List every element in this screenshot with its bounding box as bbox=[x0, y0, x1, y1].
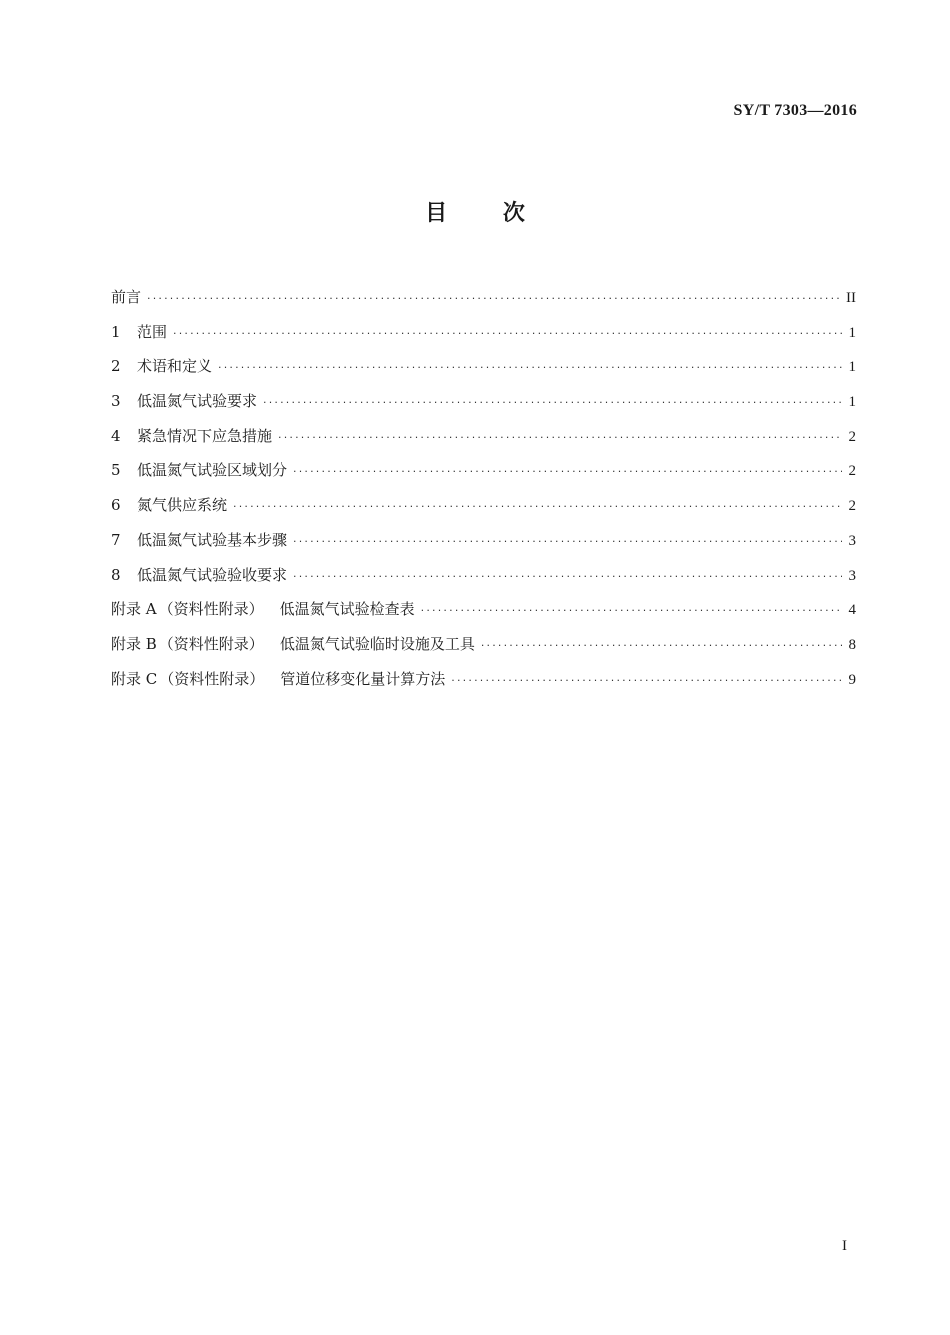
toc-entry-text: 低温氮气试验临时设施及工具 bbox=[279, 634, 475, 653]
toc-leader-dots bbox=[173, 323, 842, 345]
toc-entry-label bbox=[111, 668, 451, 690]
toc-entry-text: 前言 bbox=[111, 288, 142, 306]
toc-entry-number: 7 bbox=[111, 530, 121, 549]
toc-entry-appendix-b[interactable] bbox=[111, 633, 856, 668]
toc-entry-text: 低温氮气试验检查表 bbox=[279, 600, 415, 619]
toc-entry-number: 6 bbox=[111, 496, 121, 515]
toc-entry-label bbox=[111, 425, 278, 447]
toc-entry-8[interactable] bbox=[111, 564, 856, 599]
toc-entry-label bbox=[111, 598, 421, 620]
toc-leader-dots bbox=[218, 357, 842, 379]
toc-page-number: 3 bbox=[848, 567, 856, 584]
toc-entry-number: 附录 C bbox=[111, 669, 158, 688]
document-code: SY/T 7303—2016 bbox=[733, 102, 857, 119]
toc-entry-4[interactable] bbox=[111, 425, 856, 460]
toc-entry-label bbox=[111, 529, 293, 551]
toc-entry-text: 范围 bbox=[137, 322, 168, 341]
toc-entry-2[interactable] bbox=[111, 355, 856, 390]
toc-entry-text: 低温氮气试验区域划分 bbox=[137, 461, 288, 480]
toc-appendix-type: （资料性附录） bbox=[158, 600, 264, 619]
toc-entry-text: 紧急情况下应急措施 bbox=[137, 426, 273, 445]
toc-entry-1[interactable] bbox=[111, 321, 856, 356]
toc-entry-label bbox=[111, 494, 233, 516]
toc-leader-dots bbox=[147, 288, 842, 310]
toc-entry-label bbox=[111, 355, 218, 377]
toc-entry-text: 低温氮气试验验收要求 bbox=[137, 565, 288, 584]
toc-page-number: 1 bbox=[848, 394, 856, 411]
toc-entry-label bbox=[111, 459, 293, 481]
toc-entry-text: 低温氮气试验要求 bbox=[137, 392, 258, 411]
toc-entry-6[interactable] bbox=[111, 494, 856, 529]
toc-entry-number: 附录 A bbox=[111, 600, 157, 619]
toc-entry-number: 5 bbox=[111, 461, 121, 480]
toc-leader-dots bbox=[481, 635, 842, 657]
toc-page-number: 2 bbox=[848, 498, 856, 515]
toc-entry-number: 3 bbox=[111, 392, 121, 411]
toc-leader-dots bbox=[293, 566, 842, 588]
toc-page-number: 2 bbox=[848, 463, 856, 480]
toc-page-number: 1 bbox=[848, 359, 856, 376]
toc-entry-appendix-a[interactable] bbox=[111, 598, 856, 633]
toc-entry-number: 2 bbox=[111, 357, 121, 376]
toc-entry-text: 氮气供应系统 bbox=[137, 496, 228, 515]
toc-entry-label bbox=[111, 321, 173, 343]
toc-entry-7[interactable] bbox=[111, 529, 856, 564]
toc-entry-label bbox=[111, 286, 147, 308]
toc-entry-text: 术语和定义 bbox=[137, 357, 213, 376]
toc-appendix-type: （资料性附录） bbox=[158, 634, 264, 653]
toc-leader-dots bbox=[263, 392, 842, 414]
page-number-footer: I bbox=[842, 1238, 847, 1254]
toc-leader-dots bbox=[421, 600, 842, 622]
toc-leader-dots bbox=[278, 427, 842, 449]
toc-entry-preface[interactable] bbox=[111, 286, 856, 321]
toc-page-number: 8 bbox=[848, 636, 856, 653]
toc-page-number: 3 bbox=[848, 532, 856, 549]
toc-entry-3[interactable] bbox=[111, 390, 856, 425]
toc-entry-number: 4 bbox=[111, 426, 121, 445]
toc-leader-dots bbox=[293, 461, 842, 483]
toc-title: 目 次 bbox=[425, 201, 525, 226]
toc-entry-number: 8 bbox=[111, 565, 121, 584]
toc-entry-number: 附录 B bbox=[111, 634, 157, 653]
toc-page-number: 1 bbox=[848, 324, 856, 341]
toc-entry-text: 管道位移变化量计算方法 bbox=[280, 669, 446, 688]
toc-entry-text: 低温氮气试验基本步骤 bbox=[137, 530, 288, 549]
toc-entry-5[interactable] bbox=[111, 459, 856, 494]
toc-appendix-type: （资料性附录） bbox=[159, 669, 265, 688]
toc-page-number: 2 bbox=[848, 428, 856, 445]
toc-leader-dots bbox=[293, 531, 842, 553]
toc-entry-label bbox=[111, 390, 263, 412]
toc-page-number: 4 bbox=[848, 602, 856, 619]
toc-entry-label bbox=[111, 564, 293, 586]
toc-entry-label bbox=[111, 633, 481, 655]
toc-entry-number: 1 bbox=[111, 322, 121, 341]
table-of-contents bbox=[111, 286, 856, 702]
toc-entry-appendix-c[interactable] bbox=[111, 668, 856, 703]
toc-leader-dots bbox=[451, 670, 842, 692]
toc-page-number: 9 bbox=[848, 671, 856, 688]
toc-leader-dots bbox=[233, 496, 842, 518]
toc-page-number: II bbox=[846, 290, 856, 306]
